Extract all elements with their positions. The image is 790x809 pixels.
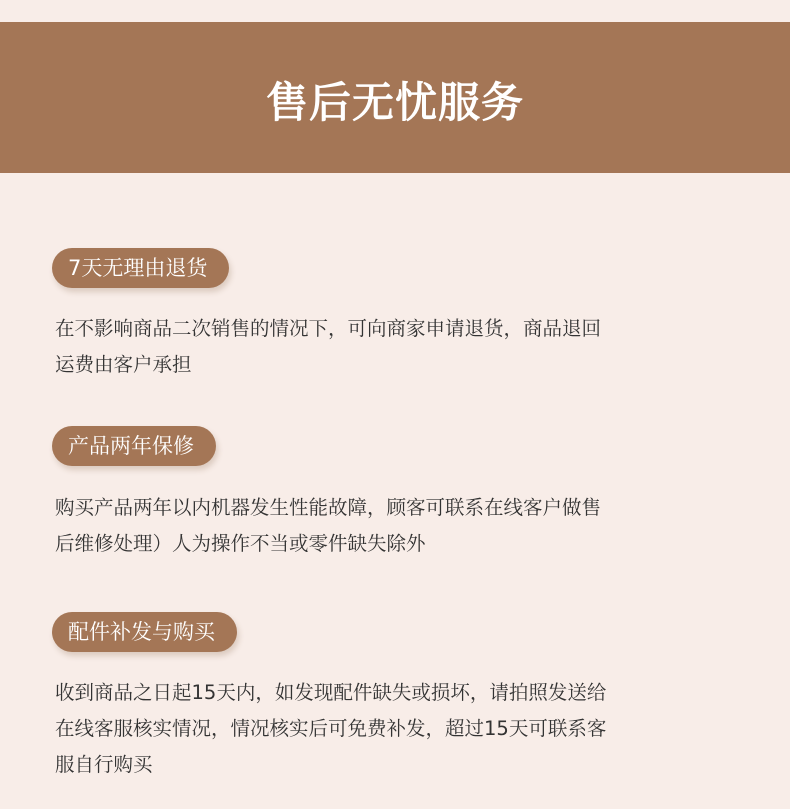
- text-line: 在不影响商品二次销售的情况下，可向商家申请退货，商品退回: [55, 317, 602, 340]
- text-line: 收到商品之日起15天内，如发现配件缺失或损坏，请拍照发送给: [55, 681, 607, 704]
- text-line: 在线客服核实情况，情况核实后可免费补发，超过15天可联系客: [55, 717, 607, 740]
- text-line: 服自行购买: [55, 753, 153, 776]
- text-line: 运费由客户承担: [55, 353, 192, 376]
- section-text-warranty: [55, 490, 735, 562]
- page-title: 售后无忧服务: [265, 77, 524, 127]
- page-header: [0, 22, 790, 173]
- text-line: 购买产品两年以内机器发生性能故障，顾客可联系在线客户做售: [55, 496, 602, 519]
- section-badge-warranty: 产品两年保修: [52, 426, 216, 466]
- top-margin: [0, 0, 790, 22]
- section-badge-return: 7天无理由退货: [52, 248, 229, 288]
- section-text-return: [55, 311, 735, 383]
- section-text-accessories: [55, 675, 735, 783]
- section-badge-accessories: 配件补发与购买: [52, 612, 237, 652]
- text-line: 后维修处理）人为操作不当或零件缺失除外: [55, 532, 426, 555]
